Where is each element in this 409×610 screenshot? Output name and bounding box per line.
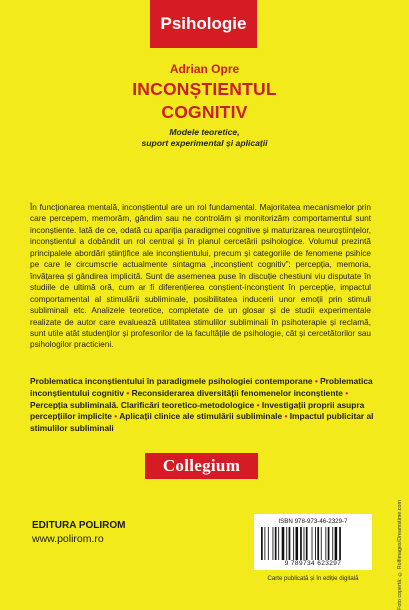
subtitle-line-1: Modele teoretice, bbox=[169, 127, 240, 137]
digital-edition-note: Carte publicată și în ediție digitală bbox=[267, 575, 359, 582]
book-subtitle bbox=[0, 127, 409, 149]
book-title bbox=[0, 78, 409, 124]
publisher-name: EDITURA POLIROM bbox=[32, 520, 126, 531]
topic-item: Reconsiderarea diversității fenomenelor inconștiente bbox=[131, 387, 343, 398]
book-description: În funcționarea mentală, inconștientul are un rol fundamental. Majoritatea mecanismelor prin care percepem, memorăm, gândim sau ne controlăm și monitorizăm comportamentul sunt inconștiente. Iată de ce, odată cu apariția paradigmei cognitive și maturizarea neuroștiințelor, inconștientul a dobândit un rol central și în planul cercetării psihologice. Volumul prezintă principalele abordări științifice ale inconștientului, precum și categoriile de fenomene psihice pe care le circumscrie actualmente sintagma „inconștient cognitiv”: percepția, memoria, învățarea și gândirea implicită. Sunt de asemenea puse în discuție chestiuni viu disputate în studiile de ultimă oră, cum ar fi diferențierea conștient-inconștient în percepție, impactul comportamental al stimulării subliminale, posibilitatea inducerii unor emoții prin stimuli subliminali etc. Analizele teoretice, completate de un glosar și de studii experimentale realizate de autor care evaluează utilitatea stimulilor subliminali în psihoterapie și reclamă, sunt utile atât studenților și profesorilor de la facultățile de psihologie, cât și cercetătorilor sau psihologilor practicieni. bbox=[30, 203, 371, 350]
topic-separator: • bbox=[126, 387, 130, 398]
title-line-2: COGNITIV bbox=[161, 102, 248, 122]
subtitle-line-2: suport experimental și aplicații bbox=[141, 138, 268, 148]
series-label: Psihologie bbox=[150, 0, 257, 48]
topics-list bbox=[30, 376, 376, 435]
topic-item: Investigații proprii asupra percepțiilor implicite bbox=[30, 399, 365, 422]
barcode-digits: 9 789734 623297 bbox=[284, 560, 342, 567]
topic-separator: • bbox=[256, 399, 260, 410]
topic-item: Impactul publicitar al stimulilor subliminali bbox=[30, 411, 374, 434]
publisher-website: www.polirom.ro bbox=[32, 533, 104, 545]
topic-item: Percepția subliminală. Clarificări teoretico-metodologice bbox=[30, 399, 255, 410]
topic-item: Problematica inconștientului cognitiv bbox=[30, 376, 373, 398]
cover-photo-credit: Foto copertă: © Rolfimages/Dreamstime.com bbox=[397, 500, 403, 610]
topic-separator: • bbox=[314, 376, 318, 386]
topic-item: Problematica inconștientului în paradigmele psihologiei contemporane bbox=[30, 376, 313, 386]
topic-separator: • bbox=[284, 411, 288, 422]
collegium-logo: Collegium bbox=[145, 453, 258, 479]
barcode-box bbox=[254, 514, 372, 570]
barcode-icon bbox=[260, 527, 366, 560]
topic-item: Aplicații clinice ale stimulării subliminale bbox=[119, 411, 283, 422]
topic-separator: • bbox=[114, 411, 118, 422]
author-name: Adrian Opre bbox=[169, 62, 240, 76]
topic-separator: • bbox=[345, 387, 349, 398]
title-line-1: INCONȘTIENTUL bbox=[132, 79, 277, 99]
isbn-text: ISBN 978-973-46-2329-7 bbox=[278, 518, 348, 525]
